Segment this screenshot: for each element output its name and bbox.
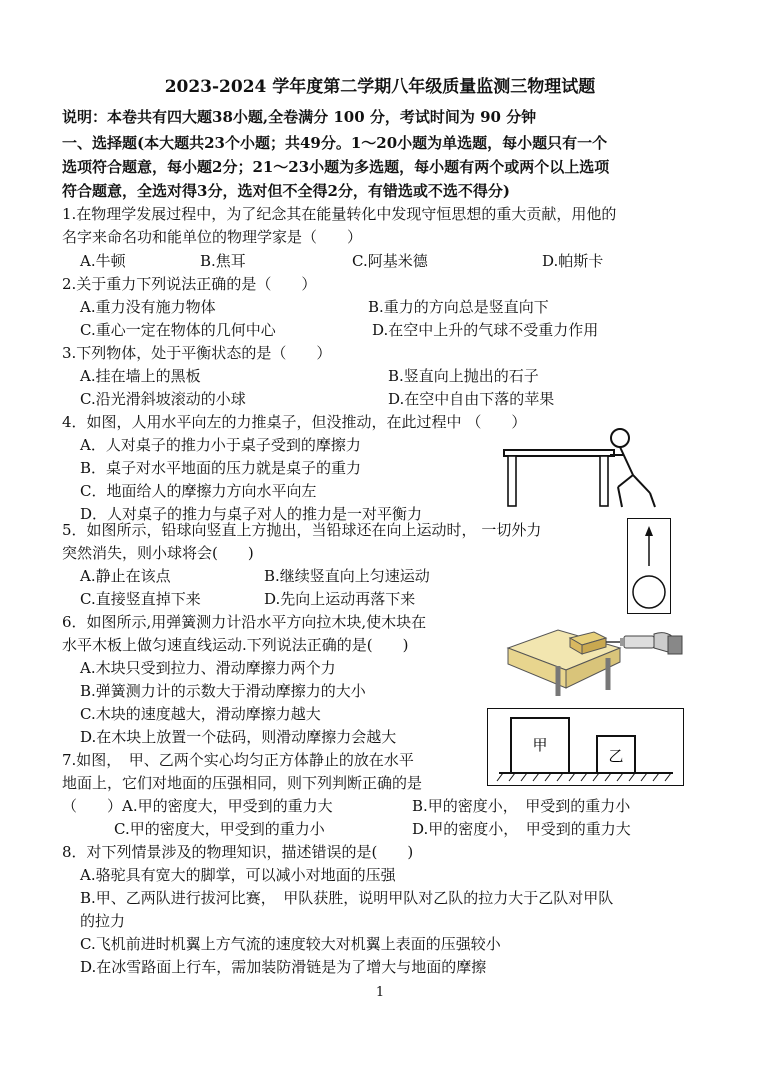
q5-option-c: C.直接竖直掉下来 [80, 590, 201, 608]
cubes-figure [487, 708, 684, 786]
q7-option-b: B.甲的密度小， 甲受到的重力小 [412, 797, 631, 815]
q7-option-d: D.甲的密度小， 甲受到的重力大 [412, 820, 631, 838]
q2-stem: 2.关于重力下列说法正确的是（ ） [62, 275, 317, 293]
q4-stem: 4．如图，人用水平向左的力推桌子，但没推动，在此过程中 （ ） [62, 413, 527, 431]
shot-put-figure [627, 518, 671, 614]
q8-option-c: C.飞机前进时机翼上方气流的速度较大对机翼上表面的压强较小 [80, 935, 501, 953]
q6-stem: 水平木板上做匀速直线运动.下列说法正确的是( ) [62, 636, 409, 654]
page-number: 1 [375, 985, 385, 1000]
q3-stem: 3.下列物体，处于平衡状态的是（ ） [62, 344, 332, 362]
q5-option-d: D.先向上运动再落下来 [264, 590, 416, 608]
q8-option-b: 的拉力 [80, 912, 126, 930]
q5-stem: 5．如图所示，铅球向竖直上方抛出，当铅球还在向上运动时， 一切外力 [62, 521, 542, 539]
q7-stem: 地面上，它们对地面的压强相同，则下列判断正确的是 [62, 774, 423, 792]
q2-option-a: A.重力没有施力物体 [80, 298, 216, 316]
q5-stem: 突然消失，则小球将会( ) [62, 544, 254, 562]
q4-option-c: C．地面给人的摩擦力方向水平向左 [80, 482, 317, 500]
q2-option-b: B.重力的方向总是竖直向下 [368, 298, 549, 316]
q8-stem: 8．对下列情景涉及的物理知识，描述错误的是( ) [62, 843, 414, 861]
q1-option-c: C.阿基米德 [352, 252, 428, 270]
q2-option-c: C.重心一定在物体的几何中心 [80, 321, 276, 339]
q7-stem: 7.如图， 甲、乙两个实心均匀正方体静止的放在水平 [62, 751, 414, 769]
q7-answer-paren: （ ） [62, 797, 123, 815]
q4-option-d: D．人对桌子的推力与桌子对人的推力是一对平衡力 [80, 505, 423, 523]
cube-label-yi: 乙 [608, 747, 624, 765]
q4-option-a: A．人对桌子的推力小于桌子受到的摩擦力 [80, 436, 361, 454]
page-title: 2023-2024 学年度第二学期八年级质量监测三物理试题 [164, 77, 596, 97]
table-push-figure [500, 425, 670, 515]
q1-option-a: A.牛顿 [80, 252, 126, 270]
q3-option-a: A.挂在墙上的黑板 [80, 367, 201, 385]
section-heading-line: 一、选择题(本大题共23个小题；共49分。1～20小题为单选题，每小题只有一个 [62, 134, 608, 152]
exam-instructions: 说明：本卷共有四大题38小题,全卷满分 100 分，考试时间为 90 分钟 [62, 108, 537, 126]
cube-label-jia: 甲 [532, 736, 548, 754]
q1-stem: 名字来命名功和能单位的物理学家是（ ） [62, 228, 363, 246]
q8-option-b: B.甲、乙两队进行拔河比赛， 甲队获胜，说明甲队对乙队的拉力大于乙队对甲队 [80, 889, 614, 907]
q2-option-d: D.在空中上升的气球不受重力作用 [372, 321, 599, 339]
section-heading-line: 选项符合题意，每小题2分；21～23小题为多选题，每小题有两个或两个以上选项 [62, 158, 610, 176]
q6-option-c: C.木块的速度越大，滑动摩擦力越大 [80, 705, 321, 723]
q5-option-b: B.继续竖直向上匀速运动 [264, 567, 430, 585]
spring-scale-figure [508, 618, 683, 696]
q3-option-b: B.竖直向上抛出的石子 [388, 367, 539, 385]
q7-option-a: A.甲的密度大，甲受到的重力大 [122, 797, 333, 815]
q3-option-d: D.在空中自由下落的苹果 [388, 390, 555, 408]
q5-option-a: A.静止在该点 [80, 567, 171, 585]
section-heading-line: 符合题意，全选对得3分，选对但不全得2分，有错选或不选不得分) [62, 182, 510, 200]
q1-option-b: B.焦耳 [200, 252, 246, 270]
q6-stem: 6．如图所示,用弹簧测力计沿水平方向拉木块,使木块在 [62, 613, 427, 631]
q7-option-c: C.甲的密度大，甲受到的重力小 [114, 820, 325, 838]
q3-option-c: C.沿光滑斜坡滚动的小球 [80, 390, 246, 408]
q4-option-b: B．桌子对水平地面的压力就是桌子的重力 [80, 459, 362, 477]
q8-option-a: A.骆驼具有宽大的脚掌，可以减小对地面的压强 [80, 866, 396, 884]
q6-option-b: B.弹簧测力计的示数大于滑动摩擦力的大小 [80, 682, 366, 700]
q8-option-d: D.在冰雪路面上行车，需加装防滑链是为了增大与地面的摩擦 [80, 958, 487, 976]
q6-option-a: A.木块只受到拉力、滑动摩擦力两个力 [80, 659, 336, 677]
q1-option-d: D.帕斯卡 [542, 252, 604, 270]
q1-stem: 1.在物理学发展过程中，为了纪念其在能量转化中发现守恒思想的重大贡献，用他的 [62, 205, 617, 223]
q6-option-d: D.在木块上放置一个砝码，则滑动摩擦力会越大 [80, 728, 397, 746]
